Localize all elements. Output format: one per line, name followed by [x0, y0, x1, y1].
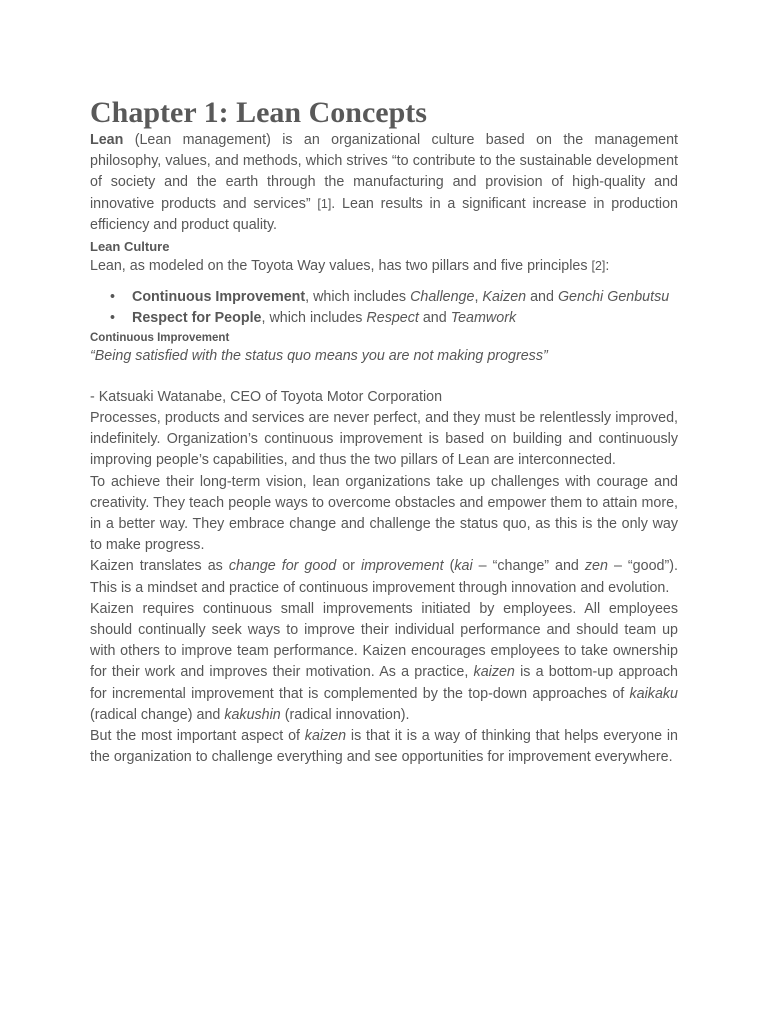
- pillars-paragraph: Lean, as modeled on the Toyota Way values, has two pillars and five principles [2]:: [90, 258, 610, 275]
- bullet-icon: •: [110, 310, 116, 327]
- paragraph-kaizen-translation: Kaizen translates as change for good or improvement (kai – “change” and zen – “good”). This is a mindset and practice of continuous improvement through innovation and evolution.: [90, 558, 678, 596]
- chapter-title: Chapter 1: Lean Concepts: [90, 96, 427, 129]
- citation-2: [2]: [591, 259, 606, 274]
- intro-paragraph: Lean (Lean management) is an organizational culture based on the management philosophy, values, and methods, which strives “to contribute to the sustainable development of society and the earth through the manufacturing and provision of high-quality and innovative products and services” [1]. Lean results in a significant increase in production efficiency and product quality.: [90, 132, 679, 233]
- heading-continuous-improvement: Continuous Improvement: [90, 331, 230, 344]
- list-item: • Continuous Improvement, which includes Challenge, Kaizen and Genchi Genbutsu: [132, 287, 678, 308]
- paragraph-kaizen-requires: Kaizen requires continuous small improvements initiated by employees. All employees should continually seek ways to improve their individual performance and should team up with others to improve team performance. Kaizen encourages employees to take ownership for their work and improves their motivation. As a practice, kaizen is a bottom-up approach for incremental improvement that is complemented by the top-down approaches of kaikaku (radical change) and kakushin (radical innovation).: [90, 600, 679, 723]
- lean-term: Lean: [90, 132, 124, 148]
- document-page: [90, 96, 678, 768]
- paragraph-most-important: But the most important aspect of kaizen is that it is a way of thinking that helps everyone in the organization to challenge everything and see opportunities for improvement everywhere.: [90, 728, 678, 766]
- bullet-icon: •: [110, 289, 116, 306]
- paragraph-processes: Processes, products and services are never perfect, and they must be relentlessly improved, indefinitely. Organization’s continuous improvement is based on building and continuously improving people’s capabilities, and thus the two pillars of Lean are interconnected.: [90, 410, 678, 469]
- citation-1: [1]: [317, 196, 332, 211]
- list-item: • Respect for People, which includes Respect and Teamwork: [132, 308, 678, 329]
- pillars-list: [90, 287, 678, 329]
- quote-attribution: - Katsuaki Watanabe, CEO of Toyota Motor Corporation: [90, 388, 443, 405]
- heading-lean-culture: Lean Culture: [90, 239, 170, 255]
- quote: “Being satisfied with the status quo means you are not making progress”: [90, 347, 548, 364]
- paragraph-vision: To achieve their long-term vision, lean organizations take up challenges with courage and creativity. They teach people ways to overcome obstacles and empower them to attain more, in a better way. They embrace change and challenge the status quo, as this is the only way to make progress.: [90, 473, 678, 554]
